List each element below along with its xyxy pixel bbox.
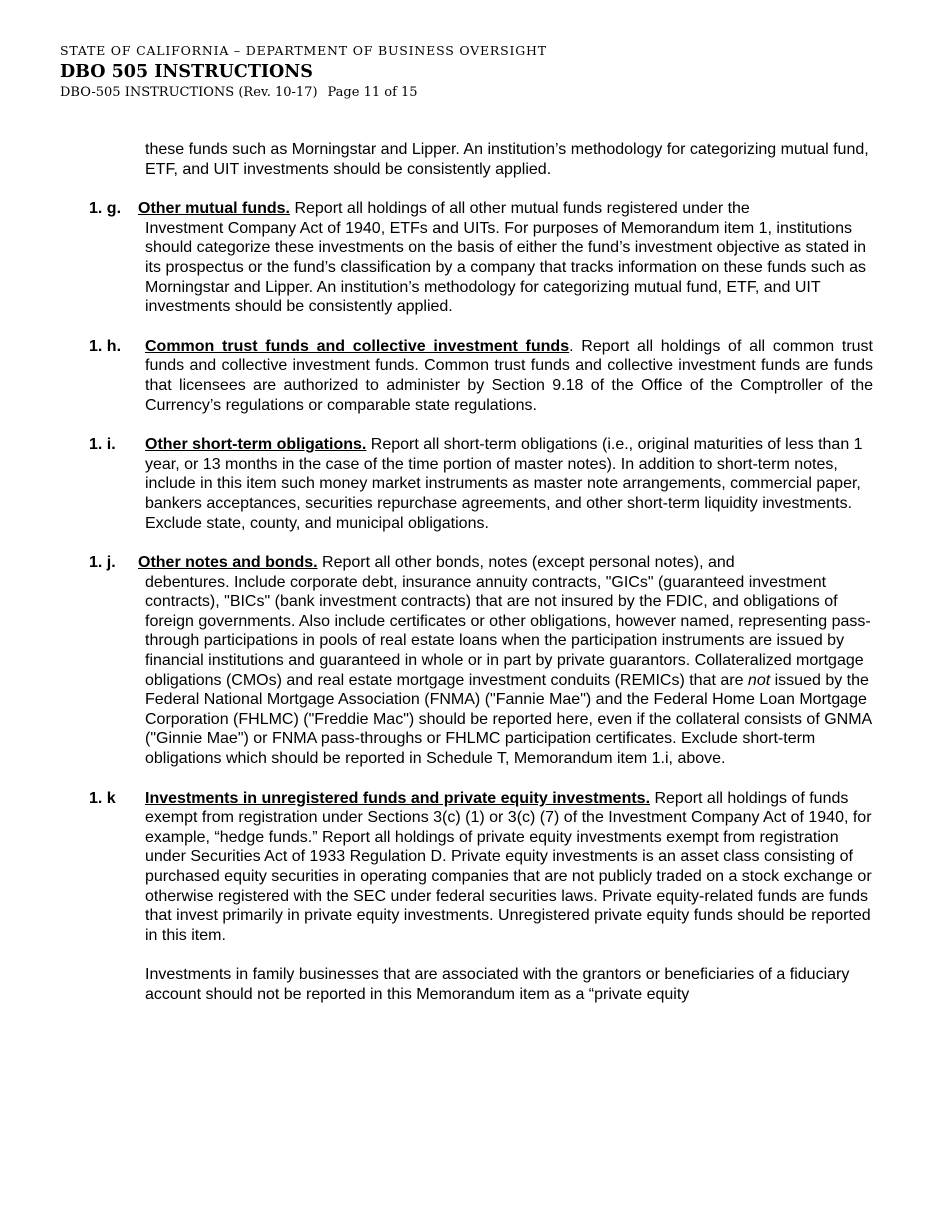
item-1h bbox=[0, 337, 950, 415]
item-1i-title: Other short-term obligations. bbox=[145, 436, 367, 454]
header-agency: STATE OF CALIFORNIA – DEPARTMENT OF BUSINESS OVERSIGHT bbox=[60, 43, 547, 58]
item-1j-number: 1. j. bbox=[89, 554, 116, 572]
item-1i-body: Report all short-term obligations (i.e., original maturities of less than 1 year, or 13 months in the case of the time portion of master notes). In addition to short-term notes, include in this item such money market instruments as master note arrangements, commercial paper, bankers acceptances, securities repurchase agreements, and other short-term liquidity investments. Exclude state, county, and municipal obligations. bbox=[145, 436, 863, 532]
item-1k-title: Investments in unregistered funds and private equity investments. bbox=[145, 789, 651, 807]
item-1k-number: 1. k bbox=[89, 789, 116, 807]
item-1i bbox=[0, 435, 950, 533]
item-1j-title: Other notes and bonds. bbox=[138, 554, 318, 572]
item-1g bbox=[0, 199, 950, 317]
item-1j-first-line bbox=[138, 553, 873, 573]
item-1k-text bbox=[145, 789, 873, 946]
item-1j bbox=[0, 553, 950, 769]
item-1k bbox=[0, 789, 950, 1005]
header-revision-line bbox=[60, 85, 428, 100]
item-1k-body: Report all holdings of funds exempt from registration under Sections 3(c) (1) or 3(c) (7) of the Investment Company Act of 1940, for example, “hedge funds.” Report all holdings of private equity investments exempt from registration under Securities Act of 1933 Regulation D. Private equity investments is an asset class consisting of purchased equity securities in operating companies that are not publicly traded on a stock exchange or otherwise registered with the SEC under federal securities laws. Private equity-related funds are funds that invest primarily in private equity investments. Unregistered private equity funds should be reported in this item. bbox=[145, 789, 872, 944]
item-1g-number: 1. g. bbox=[89, 200, 122, 218]
item-1j-body bbox=[145, 573, 873, 769]
item-1j-body-before: debentures. Include corporate debt, insurance annuity contracts, "GICs" (guaranteed investment contracts), "BICs" (bank investment contracts) that are not insured by the FDIC, and obligations of foreign governments. Also include certificates or other obligations, however named, representing pass-through participations in pools of real estate loans when the participation instruments are issued by financial institutions and guaranteed in whole or in part by private guarantors. Collateralized mortgage obligations (CMOs) and real estate mortgage investment conduits (REMICs) that are bbox=[145, 573, 871, 689]
item-1h-text bbox=[145, 337, 873, 415]
item-1j-lead: Report all other bonds, notes (except personal notes), and bbox=[317, 554, 735, 572]
item-1h-body: . Report all holdings of all common trust funds and collective investment funds. Common trust funds and collective investment funds are funds that licensees are authorized to administer by Section 9.18 of the Office of the Comptroller of the Currency’s regulations or comparable state regulations. bbox=[145, 337, 874, 414]
item-1h-number: 1. h. bbox=[89, 337, 122, 355]
item-1g-first-line bbox=[138, 199, 873, 219]
item-1j-emphasis: not bbox=[747, 671, 771, 689]
item-1h-title: Common trust funds and collective investment funds bbox=[145, 337, 570, 355]
item-1g-body: Investment Company Act of 1940, ETFs and UITs. For purposes of Memorandum item 1, institutions should categorize these investments on the basis of either the fund’s investment objective as stated in its prospectus or the fund’s classification by a company that tracks information on these funds such as Morningstar and Lipper. An institution’s methodology for categorizing mutual fund, ETF, and UIT investments should be consistently applied. bbox=[145, 219, 867, 316]
item-1i-text bbox=[145, 435, 873, 533]
item-1g-lead: Report all holdings of all other mutual funds registered under the bbox=[290, 200, 750, 218]
item-1j-body-after: issued by the Federal National Mortgage Association (FNMA) ("Fannie Mae") and the Federal Home Loan Mortgage Corporation (FHLMC) ("Freddie Mac") should be reported here, even if the collateral consists of GNMA ("Ginnie Mae") or FNMA pass-throughs or FHLMC participation certificates. Exclude short-term obligations which should be reported in Schedule T, Memorandum item 1.i, above. bbox=[145, 671, 872, 768]
document-body bbox=[0, 140, 950, 1005]
header-page-number: Page 11 of 15 bbox=[327, 85, 418, 100]
header-revision: DBO-505 INSTRUCTIONS (Rev. 10-17) bbox=[60, 85, 318, 100]
item-1k-note: Investments in family businesses that are associated with the grantors or beneficiaries of a fiduciary account should not be reported in this Memorandum item as a “private equity bbox=[145, 966, 850, 1003]
item-1i-number: 1. i. bbox=[89, 436, 116, 454]
header-title: DBO 505 INSTRUCTIONS bbox=[60, 62, 313, 82]
intro-paragraph: these funds such as Morningstar and Lipper. An institution’s methodology for categorizing mutual fund, ETF, and UIT investments should be consistently applied. bbox=[145, 141, 869, 178]
item-1g-title: Other mutual funds. bbox=[138, 200, 290, 218]
